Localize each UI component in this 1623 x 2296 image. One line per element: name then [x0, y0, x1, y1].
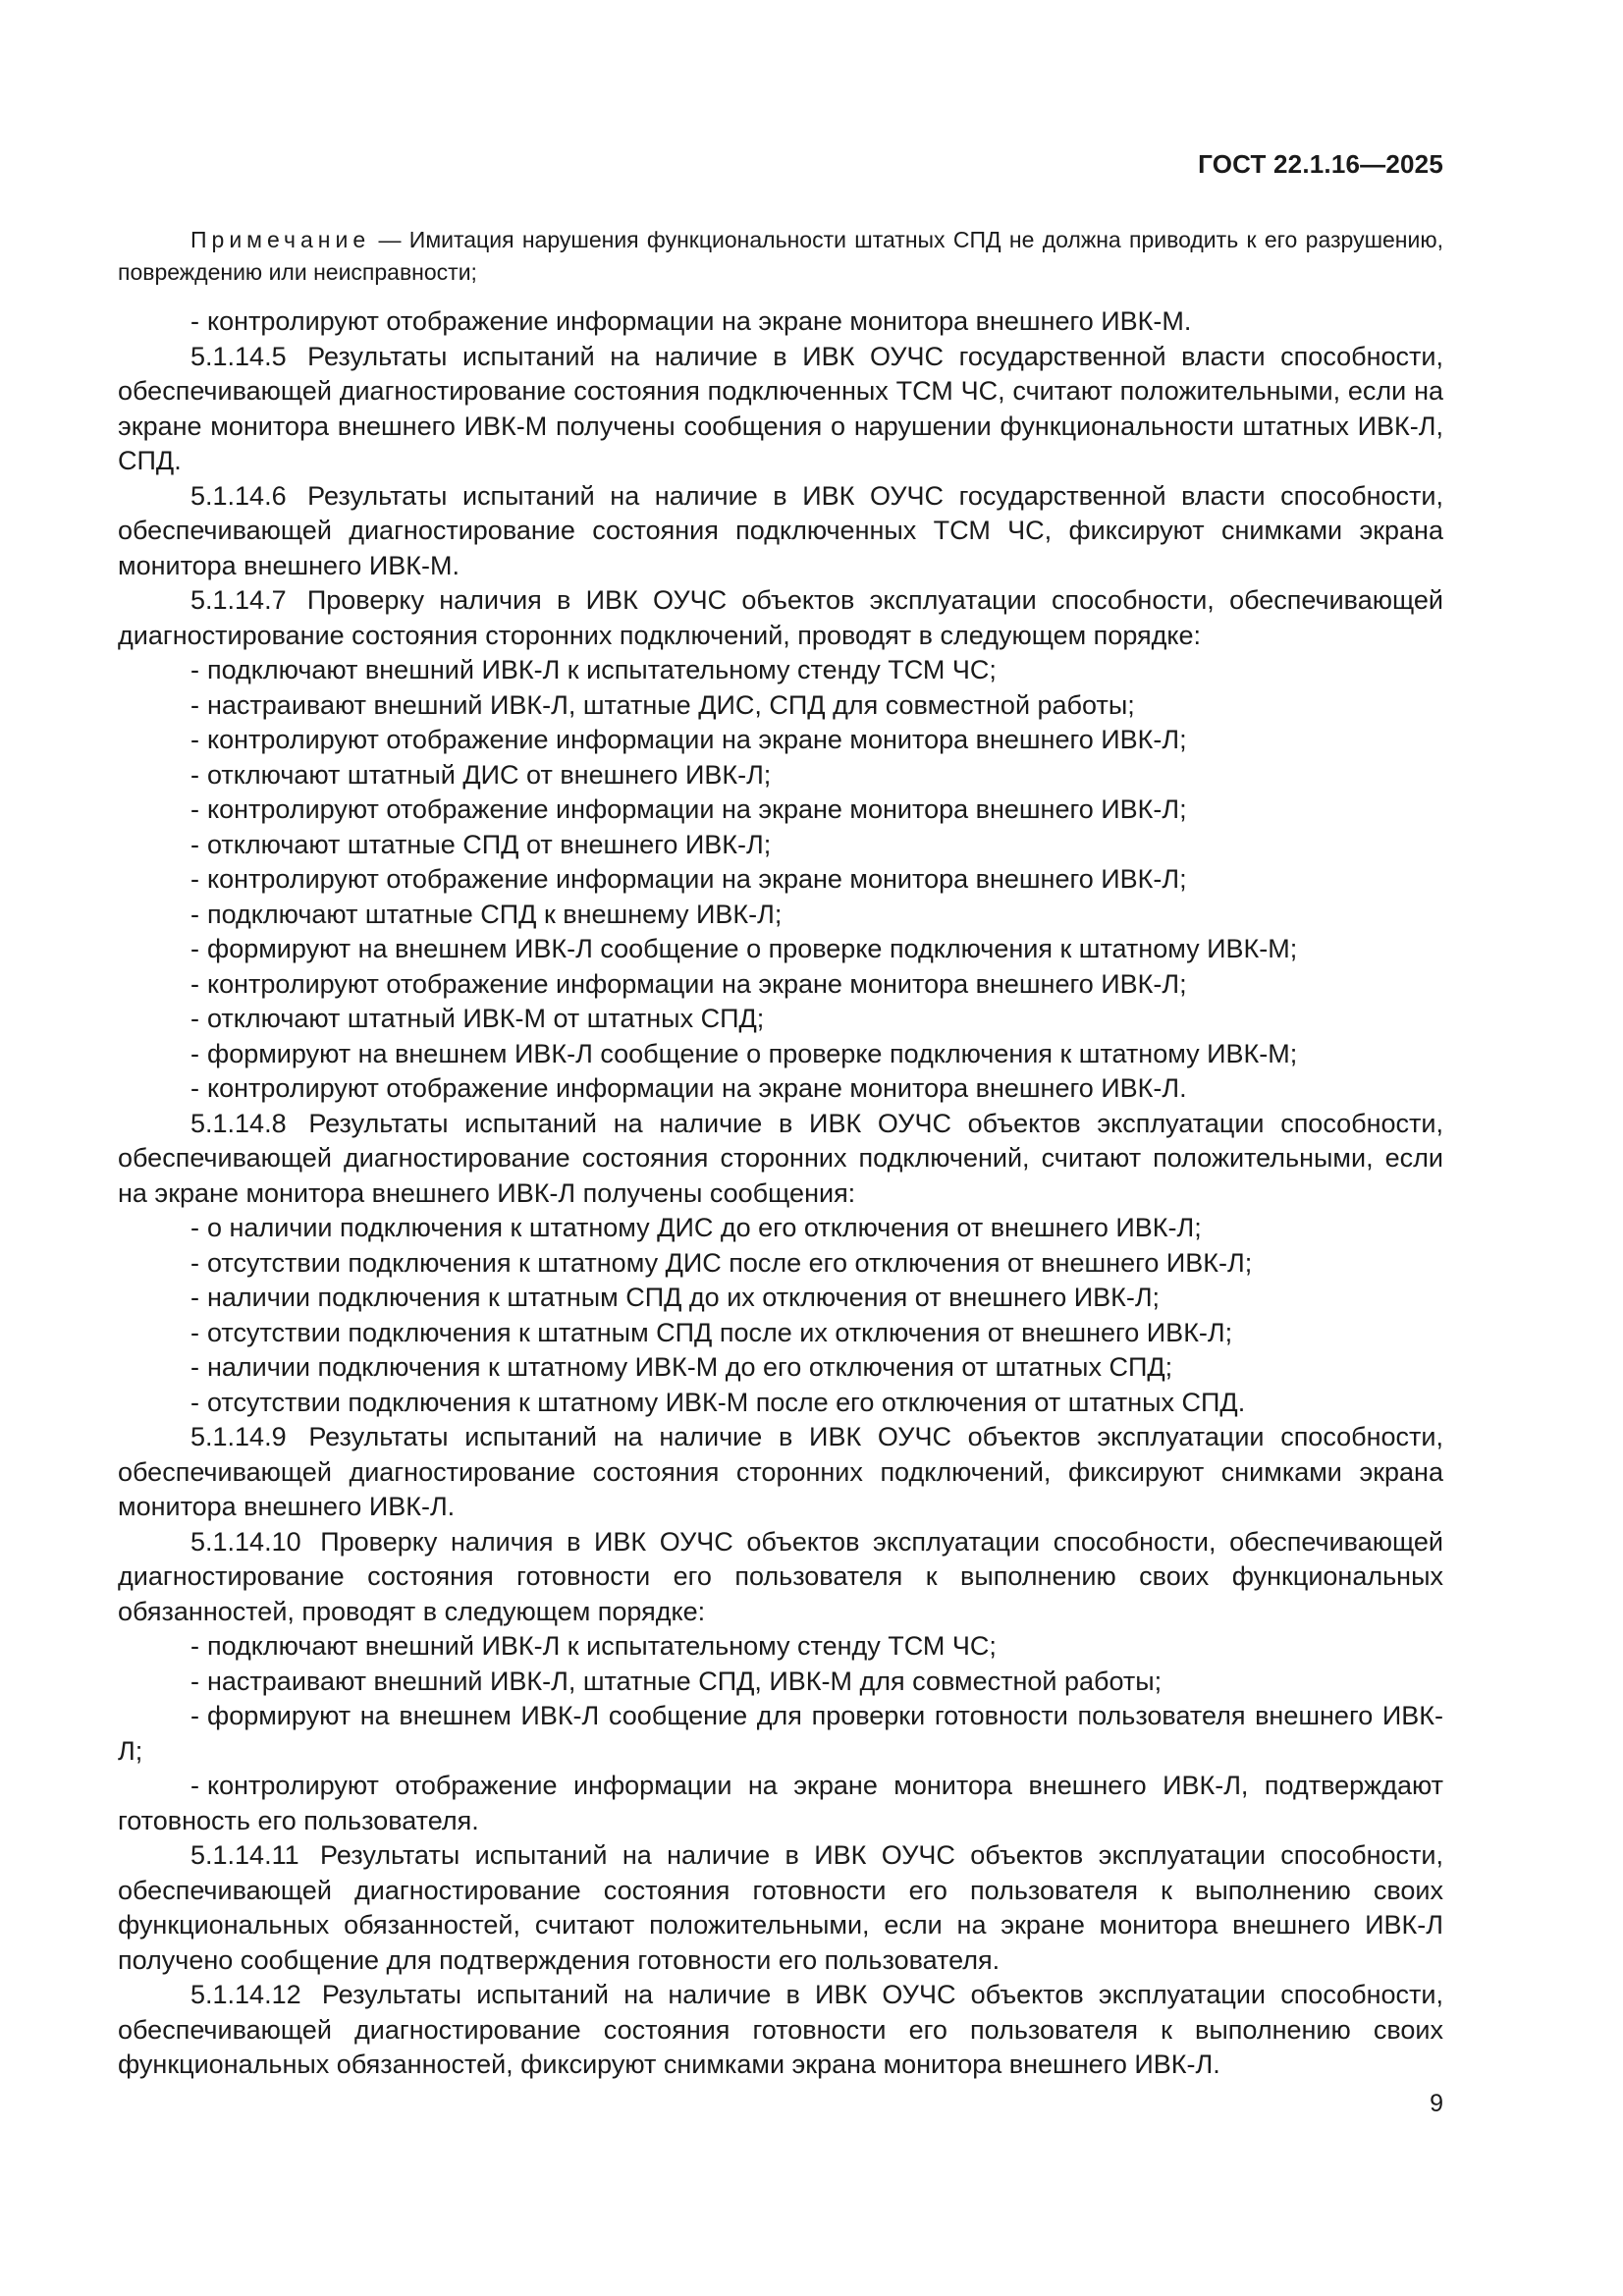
list-item: - контролируют отображение информации на экране монитора внешнего ИВК-Л;	[190, 794, 1187, 824]
list-item: - о наличии подключения к штатному ДИС до его отключения от внешнего ИВК-Л;	[190, 1213, 1202, 1242]
clause-number: 5.1.14.9	[190, 1422, 287, 1451]
clause-text: Результаты испытаний на наличие в ИВК ОУЧС объектов эксплуатации способности, обеспечивающей диагностирование состояния готовности его пользователя к выполнению своих функциональных обязанностей, фиксируют снимками экрана монитора внешнего ИВК-Л.	[118, 1980, 1443, 2079]
document-body	[118, 304, 1443, 2083]
standard-code-header: ГОСТ 22.1.16—2025	[1198, 149, 1443, 179]
list-item: - контролируют отображение информации на экране монитора внешнего ИВК-Л;	[190, 725, 1187, 754]
clause-number: 5.1.14.12	[190, 1980, 301, 2009]
list-item: - подключают внешний ИВК-Л к испытательному стенду ТСМ ЧС;	[190, 1631, 997, 1661]
clause-5-1-14-12	[118, 1978, 1443, 2083]
list-item: - отсутствии подключения к штатному ДИС после его отключения от внешнего ИВК-Л;	[190, 1247, 1253, 1278]
list-item: - формируют на внешнем ИВК-Л сообщение о проверке подключения к штатному ИВК-М;	[190, 934, 1298, 963]
clause-text: Результаты испытаний на наличие в ИВК ОУЧС государственной власти способности, обеспечивающей диагностирование состояния подключенных ТСМ ЧС, считают положительными, если на экране монитора внешнего ИВК-М получены сообщения о нарушении функциональности штатных ИВК-Л, СПД.	[118, 341, 1443, 475]
clause-text: Проверку наличия в ИВК ОУЧС объектов эксплуатации способности, обеспечивающей диагностирование состояния сторонних подключений, проводят в следующем порядке:	[118, 585, 1443, 650]
clause-5-1-14-7	[118, 583, 1443, 653]
list-item: - подключают штатные СПД к внешнему ИВК-Л;	[190, 899, 783, 929]
clause-5-1-14-8	[118, 1107, 1443, 1212]
list-item: - отключают штатные СПД от внешнего ИВК-Л;	[190, 829, 772, 859]
clause-number: 5.1.14.7	[190, 585, 287, 615]
list-item: - подключают внешний ИВК-Л к испытательному стенду ТСМ ЧС;	[190, 655, 997, 684]
list-item: - контролируют отображение информации на экране монитора внешнего ИВК-Л, подтверждают готовность его пользователя.	[118, 1771, 1443, 1835]
clause-5-1-14-10	[118, 1525, 1443, 1630]
clause-text: Результаты испытаний на наличие в ИВК ОУЧС объектов эксплуатации способности, обеспечивающей диагностирование состояния готовности его пользователя к выполнению своих функциональных обязанностей, считают положительными, если на экране монитора внешнего ИВК-Л получено сообщение для подтверждения готовности его пользователя.	[118, 1840, 1443, 1975]
clause-number: 5.1.14.5	[190, 341, 287, 371]
clause-5-1-14-5	[118, 340, 1443, 479]
clause-text: Проверку наличия в ИВК ОУЧС объектов эксплуатации способности, обеспечивающей диагностирование состояния готовности его пользователя к выполнению своих функциональных обязанностей, проводят в следующем порядке:	[118, 1526, 1443, 1626]
clause-5-1-14-6	[118, 479, 1443, 584]
clause-number: 5.1.14.6	[190, 480, 287, 511]
list-item: - наличии подключения к штатному ИВК-М до его отключения от штатных СПД;	[190, 1352, 1173, 1382]
list-item: - наличии подключения к штатным СПД до их отключения от внешнего ИВК-Л;	[190, 1283, 1161, 1312]
clause-number: 5.1.14.11	[190, 1840, 299, 1870]
list-item: - формируют на внешнем ИВК-Л сообщение о проверке подключения к штатному ИВК-М;	[190, 1038, 1298, 1068]
list-item: - отсутствии подключения к штатному ИВК-М после его отключения от штатных СПД.	[190, 1387, 1246, 1417]
list-item: - контролируют отображение информации на экране монитора внешнего ИВК-М.	[190, 306, 1192, 336]
clause-5-1-14-11	[118, 1838, 1443, 1978]
list-item: - отключают штатный ИВК-М от штатных СПД;	[190, 1004, 765, 1033]
list-item: - контролируют отображение информации на экране монитора внешнего ИВК-Л;	[190, 968, 1187, 999]
list-item: - контролируют отображение информации на экране монитора внешнего ИВК-Л.	[190, 1073, 1187, 1103]
list-item: - настраивают внешний ИВК-Л, штатные СПД, ИВК-М для совместной работы;	[190, 1666, 1163, 1696]
list-item: - формируют на внешнем ИВК-Л сообщение для проверки готовности пользователя внешнего ИВК-Л;	[118, 1701, 1443, 1766]
note-paragraph	[118, 224, 1443, 289]
clause-text: Результаты испытаний на наличие в ИВК ОУЧС объектов эксплуатации способности, обеспечивающей диагностирование состояния сторонних подключений, фиксируют снимками экрана монитора внешнего ИВК-Л.	[118, 1422, 1443, 1521]
clause-number: 5.1.14.8	[190, 1108, 287, 1138]
note-text: — Имитация нарушения функциональности штатных СПД не должна приводить к его разрушению, повреждению или неисправности;	[118, 227, 1443, 285]
list-item: - отключают штатный ДИС от внешнего ИВК-Л;	[190, 759, 772, 790]
clause-5-1-14-9	[118, 1420, 1443, 1525]
clause-text: Результаты испытаний на наличие в ИВК ОУЧС объектов эксплуатации способности, обеспечивающей диагностирование состояния сторонних подключений, считают положительными, если на экране монитора внешнего ИВК-Л получены сообщения:	[118, 1108, 1443, 1208]
page-number: 9	[1430, 2090, 1443, 2117]
list-item: - контролируют отображение информации на экране монитора внешнего ИВК-Л;	[190, 864, 1187, 894]
list-item: - настраивают внешний ИВК-Л, штатные ДИС, СПД для совместной работы;	[190, 689, 1135, 720]
note-label: Примечание	[190, 227, 371, 252]
clause-number: 5.1.14.10	[190, 1526, 301, 1557]
clause-text: Результаты испытаний на наличие в ИВК ОУЧС государственной власти способности, обеспечивающей диагностирование состояния подключенных ТСМ ЧС, фиксируют снимками экрана монитора внешнего ИВК-М.	[118, 480, 1443, 580]
list-item: - отсутствии подключения к штатным СПД после их отключения от внешнего ИВК-Л;	[190, 1317, 1233, 1347]
